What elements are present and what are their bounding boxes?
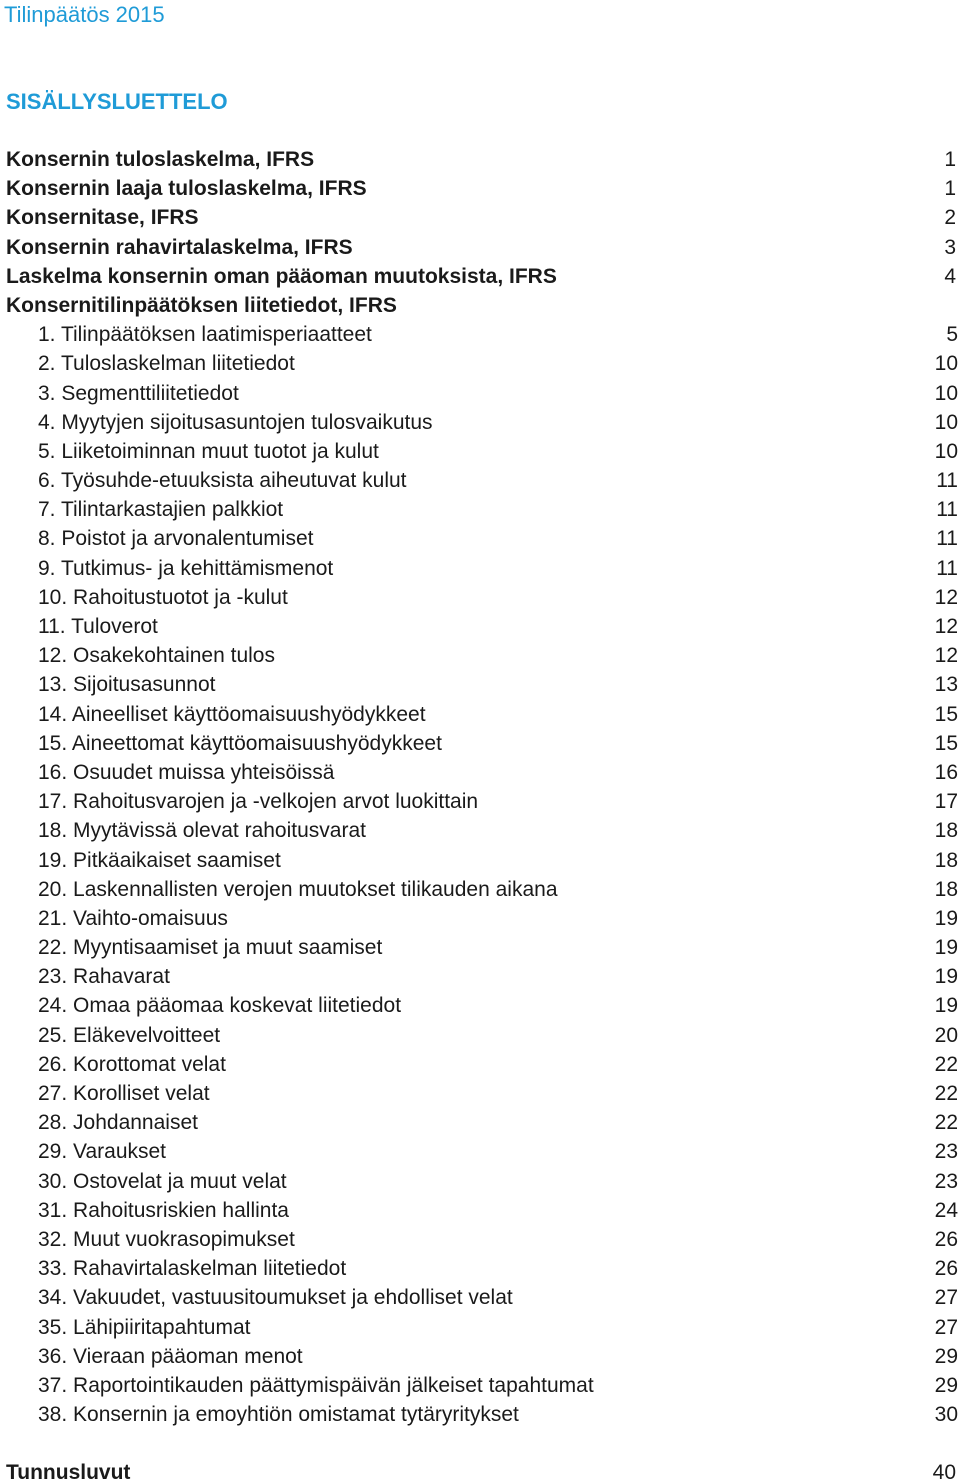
toc-entry-label: 8. Poistot ja arvonalentumiset (38, 527, 314, 551)
toc-entry-note[interactable] (0, 962, 960, 991)
toc-entry-note[interactable] (0, 700, 960, 729)
toc-entry-page: 10 (934, 410, 958, 434)
toc-entry-note[interactable] (0, 1050, 960, 1079)
toc-entry-page: 26 (934, 1257, 958, 1281)
toc-entry-label: 1. Tilinpäätöksen laatimisperiaatteet (38, 323, 372, 347)
toc-entry-label: 7. Tilintarkastajien palkkiot (38, 498, 284, 522)
toc-entry-note[interactable] (0, 670, 960, 699)
toc-entry-note[interactable] (0, 554, 960, 583)
toc-entry-page: 19 (934, 965, 958, 989)
toc-entry-label: 34. Vakuudet, vastuusitoumukset ja ehdolliset velat (38, 1286, 513, 1310)
toc-entry-page: 30 (934, 1403, 958, 1427)
toc-entry-note[interactable] (0, 1196, 960, 1225)
toc-entry-label: Konsernin tuloslaskelma, IFRS (6, 148, 315, 171)
toc-entry-label: 38. Konsernin ja emoyhtiön omistamat tytäryritykset (38, 1403, 519, 1427)
toc-entry-page: 29 (934, 1373, 958, 1397)
toc-entry-note[interactable] (0, 641, 960, 670)
toc-entry-page: 26 (934, 1227, 958, 1251)
toc-entry-label: 19. Pitkäaikaiset saamiset (38, 848, 281, 872)
toc-entry-note[interactable] (0, 1400, 960, 1429)
toc-entry-page: 18 (934, 819, 958, 843)
toc-entry-note[interactable] (0, 846, 960, 875)
toc-entry-note[interactable] (0, 758, 960, 787)
toc-entry-label: Konsernitilinpäätöksen liitetiedot, IFRS (6, 293, 397, 317)
toc-entry-label: 11. Tuloverot (38, 615, 158, 638)
toc-entry-label: 2. Tuloslaskelman liitetiedot (38, 352, 295, 376)
document-title: Tilinpäätös 2015 (4, 2, 165, 27)
toc-entry-label: 17. Rahoitusvarojen ja -velkojen arvot luokittain (38, 790, 479, 814)
toc-entry-main[interactable] (0, 233, 960, 262)
toc-entry-note[interactable] (0, 1137, 960, 1166)
toc-entry-label: 15. Aineettomat käyttöomaisuushyödykkeet (38, 731, 442, 755)
toc-entry-note[interactable] (0, 875, 960, 904)
toc-entry-main[interactable] (0, 291, 960, 320)
toc-entry-note[interactable] (0, 729, 960, 758)
toc-entry-label: 28. Johdannaiset (38, 1111, 198, 1135)
toc-entry-label: 9. Tutkimus- ja kehittämismenot (38, 556, 334, 580)
toc-entry-page: 18 (934, 848, 958, 872)
toc-entry-main[interactable] (0, 145, 960, 174)
toc-entry-label: 13. Sijoitusasunnot (38, 673, 216, 697)
toc-entry-page: 10 (934, 352, 958, 376)
toc-entry-note[interactable] (0, 583, 960, 612)
toc-entry-label: 25. Eläkevelvoitteet (38, 1023, 221, 1047)
toc-entry-note[interactable] (0, 1371, 960, 1400)
toc-entry-note[interactable] (0, 1225, 960, 1254)
toc-entry-page: 22 (934, 1111, 958, 1135)
toc-entry-page: 40 (932, 1461, 956, 1482)
toc-entry-page: 1 (944, 148, 956, 171)
toc-entry-page: 29 (934, 1344, 958, 1368)
toc-entry-note[interactable] (0, 612, 960, 641)
toc-entry-label: 23. Rahavarat (38, 965, 170, 989)
toc-entry-page: 27 (934, 1286, 958, 1310)
toc-entry-label: Konsernin laaja tuloslaskelma, IFRS (6, 177, 367, 201)
toc-entry-page: 4 (944, 264, 956, 288)
toc-entry-page: 27 (934, 1315, 958, 1339)
toc-entry-label: Konsernitase, IFRS (6, 206, 199, 230)
toc-entry-label: 12. Osakekohtainen tulos (38, 644, 275, 668)
toc-entry-page: 22 (934, 1082, 958, 1105)
toc-entry-note[interactable] (0, 437, 960, 466)
toc-entry-label: 27. Korolliset velat (38, 1082, 210, 1105)
toc-entry-note[interactable] (0, 1283, 960, 1312)
toc-entry-page: 10 (934, 439, 958, 463)
toc-entry-label: 26. Korottomat velat (38, 1052, 226, 1076)
toc-entry-note[interactable] (0, 1342, 960, 1371)
toc-entry-note[interactable] (0, 495, 960, 524)
toc-entry-label: Laskelma konsernin oman pääoman muutoksista, IFRS (6, 264, 557, 288)
toc-entry-label: Konsernin rahavirtalaskelma, IFRS (6, 235, 353, 259)
toc-entry-page: 23 (934, 1140, 958, 1164)
toc-entry-note[interactable] (0, 1313, 960, 1342)
toc-entry-main[interactable] (0, 262, 960, 291)
toc-entry-main[interactable] (0, 203, 960, 232)
toc-entry-label: 3. Segmenttiliitetiedot (38, 381, 239, 405)
toc-entry-page: 24 (934, 1198, 958, 1222)
toc-entry-label: 32. Muut vuokrasopimukset (38, 1227, 295, 1251)
toc-entry-page: 11 (936, 498, 958, 522)
toc-entry-page: 15 (934, 702, 958, 726)
toc-entry-note[interactable] (0, 379, 960, 408)
toc-entry-page: 11 (936, 527, 958, 551)
toc-entry-page: 15 (934, 731, 958, 755)
toc-entry-note[interactable] (0, 1021, 960, 1050)
toc-entry-note[interactable] (0, 1108, 960, 1137)
toc-entry-page: 12 (934, 615, 958, 638)
toc-entry-page: 2 (944, 206, 956, 230)
toc-entry-key-figures[interactable] (0, 1458, 960, 1482)
toc-entry-label: 5. Liiketoiminnan muut tuotot ja kulut (38, 439, 379, 463)
toc-entry-note[interactable] (0, 1079, 960, 1108)
toc-entry-note[interactable] (0, 320, 960, 349)
toc-entry-page: 12 (934, 644, 958, 668)
toc-entry-note[interactable] (0, 904, 960, 933)
toc-entry-note[interactable] (0, 991, 960, 1020)
toc-entry-label: 6. Työsuhde-etuuksista aiheutuvat kulut (38, 469, 407, 493)
toc-entry-note[interactable] (0, 466, 960, 495)
toc-entry-label: 30. Ostovelat ja muut velat (38, 1169, 287, 1193)
toc-entry-label: 20. Laskennallisten verojen muutokset tilikauden aikana (38, 877, 558, 901)
table-of-contents (0, 145, 960, 1429)
toc-entry-note[interactable] (0, 1167, 960, 1196)
toc-entry-label: 21. Vaihto-omaisuus (38, 906, 228, 930)
toc-entry-page: 1 (944, 177, 956, 201)
toc-entry-note[interactable] (0, 816, 960, 845)
toc-entry-page: 23 (934, 1169, 958, 1193)
toc-entry-note[interactable] (0, 524, 960, 553)
toc-entry-page: 19 (934, 994, 958, 1018)
toc-entry-label: 24. Omaa pääomaa koskevat liitetiedot (38, 994, 402, 1018)
toc-entry-note[interactable] (0, 933, 960, 962)
toc-entry-label: 4. Myytyjen sijoitusasuntojen tulosvaikutus (38, 410, 433, 434)
toc-entry-page: 10 (934, 381, 958, 405)
toc-entry-label: 29. Varaukset (38, 1140, 167, 1164)
toc-entry-label: 33. Rahavirtalaskelman liitetiedot (38, 1257, 347, 1281)
toc-entry-page: 12 (934, 585, 958, 609)
toc-entry-label: 36. Vieraan pääoman menot (38, 1344, 303, 1368)
toc-entry-page: 11 (936, 469, 958, 493)
toc-entry-page: 5 (946, 323, 958, 347)
toc-entry-page: 11 (936, 556, 958, 580)
toc-entry-page: 19 (934, 906, 958, 930)
toc-entry-label: Tunnusluvut (6, 1461, 131, 1482)
toc-entry-page: 3 (944, 235, 956, 259)
toc-entry-label: 14. Aineelliset käyttöomaisuushyödykkeet (38, 702, 426, 726)
toc-entry-note[interactable] (0, 1254, 960, 1283)
toc-entry-note[interactable] (0, 408, 960, 437)
toc-entry-page: 13 (934, 673, 958, 697)
toc-entry-note[interactable] (0, 787, 960, 816)
toc-heading: SISÄLLYSLUETTELO (6, 89, 228, 114)
toc-entry-note[interactable] (0, 349, 960, 378)
toc-entry-label: 22. Myyntisaamiset ja muut saamiset (38, 936, 383, 960)
toc-entry-main[interactable] (0, 174, 960, 203)
toc-entry-label: 35. Lähipiiritapahtumat (38, 1315, 251, 1339)
toc-entry-page: 18 (934, 877, 958, 901)
toc-entry-page: 16 (934, 760, 958, 784)
toc-entry-page: 19 (934, 936, 958, 960)
toc-entry-label: 18. Myytävissä olevat rahoitusvarat (38, 819, 366, 843)
toc-entry-page: 20 (934, 1023, 958, 1047)
toc-entry-label: 37. Raportointikauden päättymispäivän jälkeiset tapahtumat (38, 1373, 594, 1397)
toc-entry-label: 10. Rahoitustuotot ja -kulut (38, 585, 288, 609)
toc-entry-label: 31. Rahoitusriskien hallinta (38, 1198, 289, 1222)
toc-entry-page: 17 (934, 790, 958, 814)
toc-entry-label: 16. Osuudet muissa yhteisöissä (38, 760, 335, 784)
toc-entry-page: 22 (934, 1052, 958, 1076)
